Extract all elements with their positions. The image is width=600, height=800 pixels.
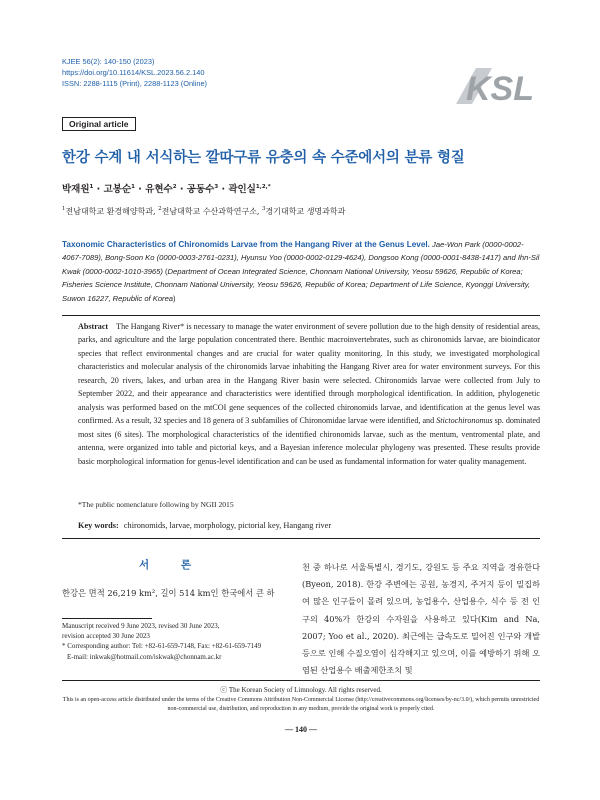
logo-text: KSL (466, 70, 534, 106)
abstract-text: The Hangang River* is necessary to manage the water environment of severe pollution due to the high density of residential areas, parks, and agriculture and the large population concentrated there. Benthic macroinvertebrates, such as chironomids larvae, are bioindicator species that reflect environmental changes and are crucial for water quality monitoring. In this study, we investigated morphological characteristics and molecular analysis of the chironomids larvae inhabiting the Hangang River area for water environment surveys. For this research, 20 rivers, lakes, and urban area in the Hangang River basin were selected. Chironomids larvae were collected from July to September 2022, and their appearance and characteristics were identified through morphological identification. In addition, phylogenetic analysis was performed based on the mtCOI gene sequences of the collected chironomids larvae, and identification at the genus level was confirmed. As a result, 32 species and 18 genera of 3 subfamilies of Chironomidae larvae were identified, and (78, 322, 540, 426)
footer-rule (62, 680, 540, 681)
section-heading-introduction: 서 론 (139, 559, 205, 571)
author-name: 곽인실 (228, 184, 256, 195)
author-sup: 1 (131, 184, 135, 190)
intro-right-column: 천 중 하나로 서울특별시, 경기도, 강원도 등 주요 지역을 경유한다(Byeon, 2018). 한강 주변에는 공원, 농경지, 주거지 등이 밀집하여 많은 인구들이 몰려 있으며, 농업용수, 산업용수, 식수 등 전 인구의 40%가 한강의 수자원을 사용하고 있다(Kim and Na, 2007; Yoo et al., 2020). 최근에는 급속도로 밀어진 인구와 개발 등으로 인해 수질오염이 심각해지고 있으며, 이를 예방하기 위해 오염된 산업용수 배출제한조치 및 (302, 562, 540, 676)
journal-logo (452, 66, 542, 106)
english-title: Taxonomic Characteristics of Chironomids Larvae from the Hangang River at the Genus Level. (62, 240, 430, 249)
journal-citation: KJEE 56(2): 140-150 (2023) (62, 57, 155, 66)
author-name: 고봉순 (103, 184, 132, 195)
korean-affiliations: $^1$전남대학교 환경해양학과, $^2$전남대학교 수산과학연구소, $^3$경기대학교 생명과학과 (62, 206, 346, 216)
abstract (78, 320, 540, 468)
author-name: 유현수 (145, 184, 173, 195)
author-sup: 1,2,* (255, 184, 271, 190)
korean-title: 한강 수계 내 서식하는 깔따구류 유충의 속 수준에서의 분류 형질 (62, 150, 465, 166)
received-line: Manuscript received 9 June 2023, revised 30 June 2023, (62, 622, 220, 630)
keywords-text: chironomids, larvae, morphology, pictorial key, Hangang river (123, 521, 332, 530)
accepted-line: revision accepted 30 June 2023 (62, 632, 150, 641)
nomenclature-footnote: *The public nomenclature following by NGII 2015 (78, 500, 234, 509)
korean-authors: 박재원$^1$ · 고봉순$^1$ · 유현수$^2$ · 공동수$^3$ · 곽인실$^{1,2,*}$ (62, 184, 271, 195)
author-sup: 3 (214, 184, 219, 190)
abstract-italic-genus: Stictochironomus (436, 416, 493, 426)
english-affiliations: Department of Ocean Integrated Science, Chonnam National University, Yeosu 59626, Republic of Korea; Fisheries Science Institute, Chonnam National University, Yeosu 59626, Republic of Korea; Department of Life Science, Kyonggi University, Suwon 16227, Republic of Korea (62, 266, 531, 303)
keywords-label: Key words: (78, 521, 119, 530)
page-number: — 140 — (285, 725, 317, 734)
author-sup: 2 (172, 184, 177, 190)
intro-left-column: 한강은 면적 26,219 km², 길이 514 km인 한국에서 큰 하 (62, 588, 275, 598)
english-authors-rest: (0000-0002-4067-7089), Bong-Soon Ko (0000-0003-2761-0231), Hyunsu Yoo (0000-0002-0129-4624), Dongsoo Kong (0000-0001-8438-1417) and Ihn-Sil Kwak (0000-0002-1010-3965) (62, 240, 540, 276)
author-sup: 1 (89, 184, 94, 190)
corresponding-author-line: * Corresponding author: Tel: +82-61-659-7148, Fax: +82-61-659-7149 (62, 642, 262, 651)
journal-header (62, 56, 207, 89)
abstract-text-after: sp. dominated most sites (6 sites). The morphological characteristics of the identified chironomids larvae, such as the mentum, ventromental plate, and antenna, were organized into table and pictorial keys, and a Bayesian inference molecular phylogeny was presented. These results provide basic morphological information for genus-level identification and can be used as fundamental information for water quality management. (78, 416, 540, 466)
abstract-bottom-rule (62, 538, 540, 539)
english-first-author: Jae-Won Park (432, 240, 481, 249)
doi-link[interactable]: https://doi.org/10.11614/KSL.2023.56.2.140 (62, 68, 205, 77)
email-line[interactable]: E-mail: inkwak@hotmail.com/iskwak@chonnam.ac.kr (67, 652, 222, 661)
copyright-notice: ⓒ The Korean Society of Limnology. All rights reserved. (220, 686, 382, 694)
manuscript-info (62, 621, 261, 662)
issn-line: ISSN: 2288-1115 (Print), 2288-1123 (Online) (62, 79, 208, 88)
author-name: 공동수 (186, 184, 215, 195)
footnote-rule (62, 618, 152, 619)
author-name: 박재원 (62, 184, 90, 195)
english-title-block: Taxonomic Characteristics of Chironomids Larvae from the Hangang River at the Genus Level. Jae-Won Park (0000-0002-4067-7089), Bong-Soon Ko (0000-0003-2761-0231), Hyunsu Yoo (0000-0002-0129-4624), Dongsoo Kong (0000-0001-8438-1417) and Ihn-Sil Kwak (0000-0002-1010-3965) (Department of Ocean Integrated Science, Chonnam National University, Yeosu 59626, Republic of Korea; Fisheries Science Institute, Chonnam National University, Yeosu 59626, Republic of Korea; Department of Life Science, Kyonggi University, Suwon 16227, Republic of Korea) (62, 240, 540, 303)
article-type-badge: Original article (62, 117, 136, 131)
abstract-label: Abstract (78, 322, 109, 331)
keywords (78, 521, 331, 530)
license-notice: This is an open-access article distributed under the terms of the Creative Commons Attribution Non-Commercial License (http://creativecommons.org/licenses/by-nc/3.0/), which permits unrestricted non-commercial use, distribution, and reproduction in any medium, provide the original work is properly cited. (62, 697, 540, 712)
abstract-top-rule (62, 315, 540, 316)
